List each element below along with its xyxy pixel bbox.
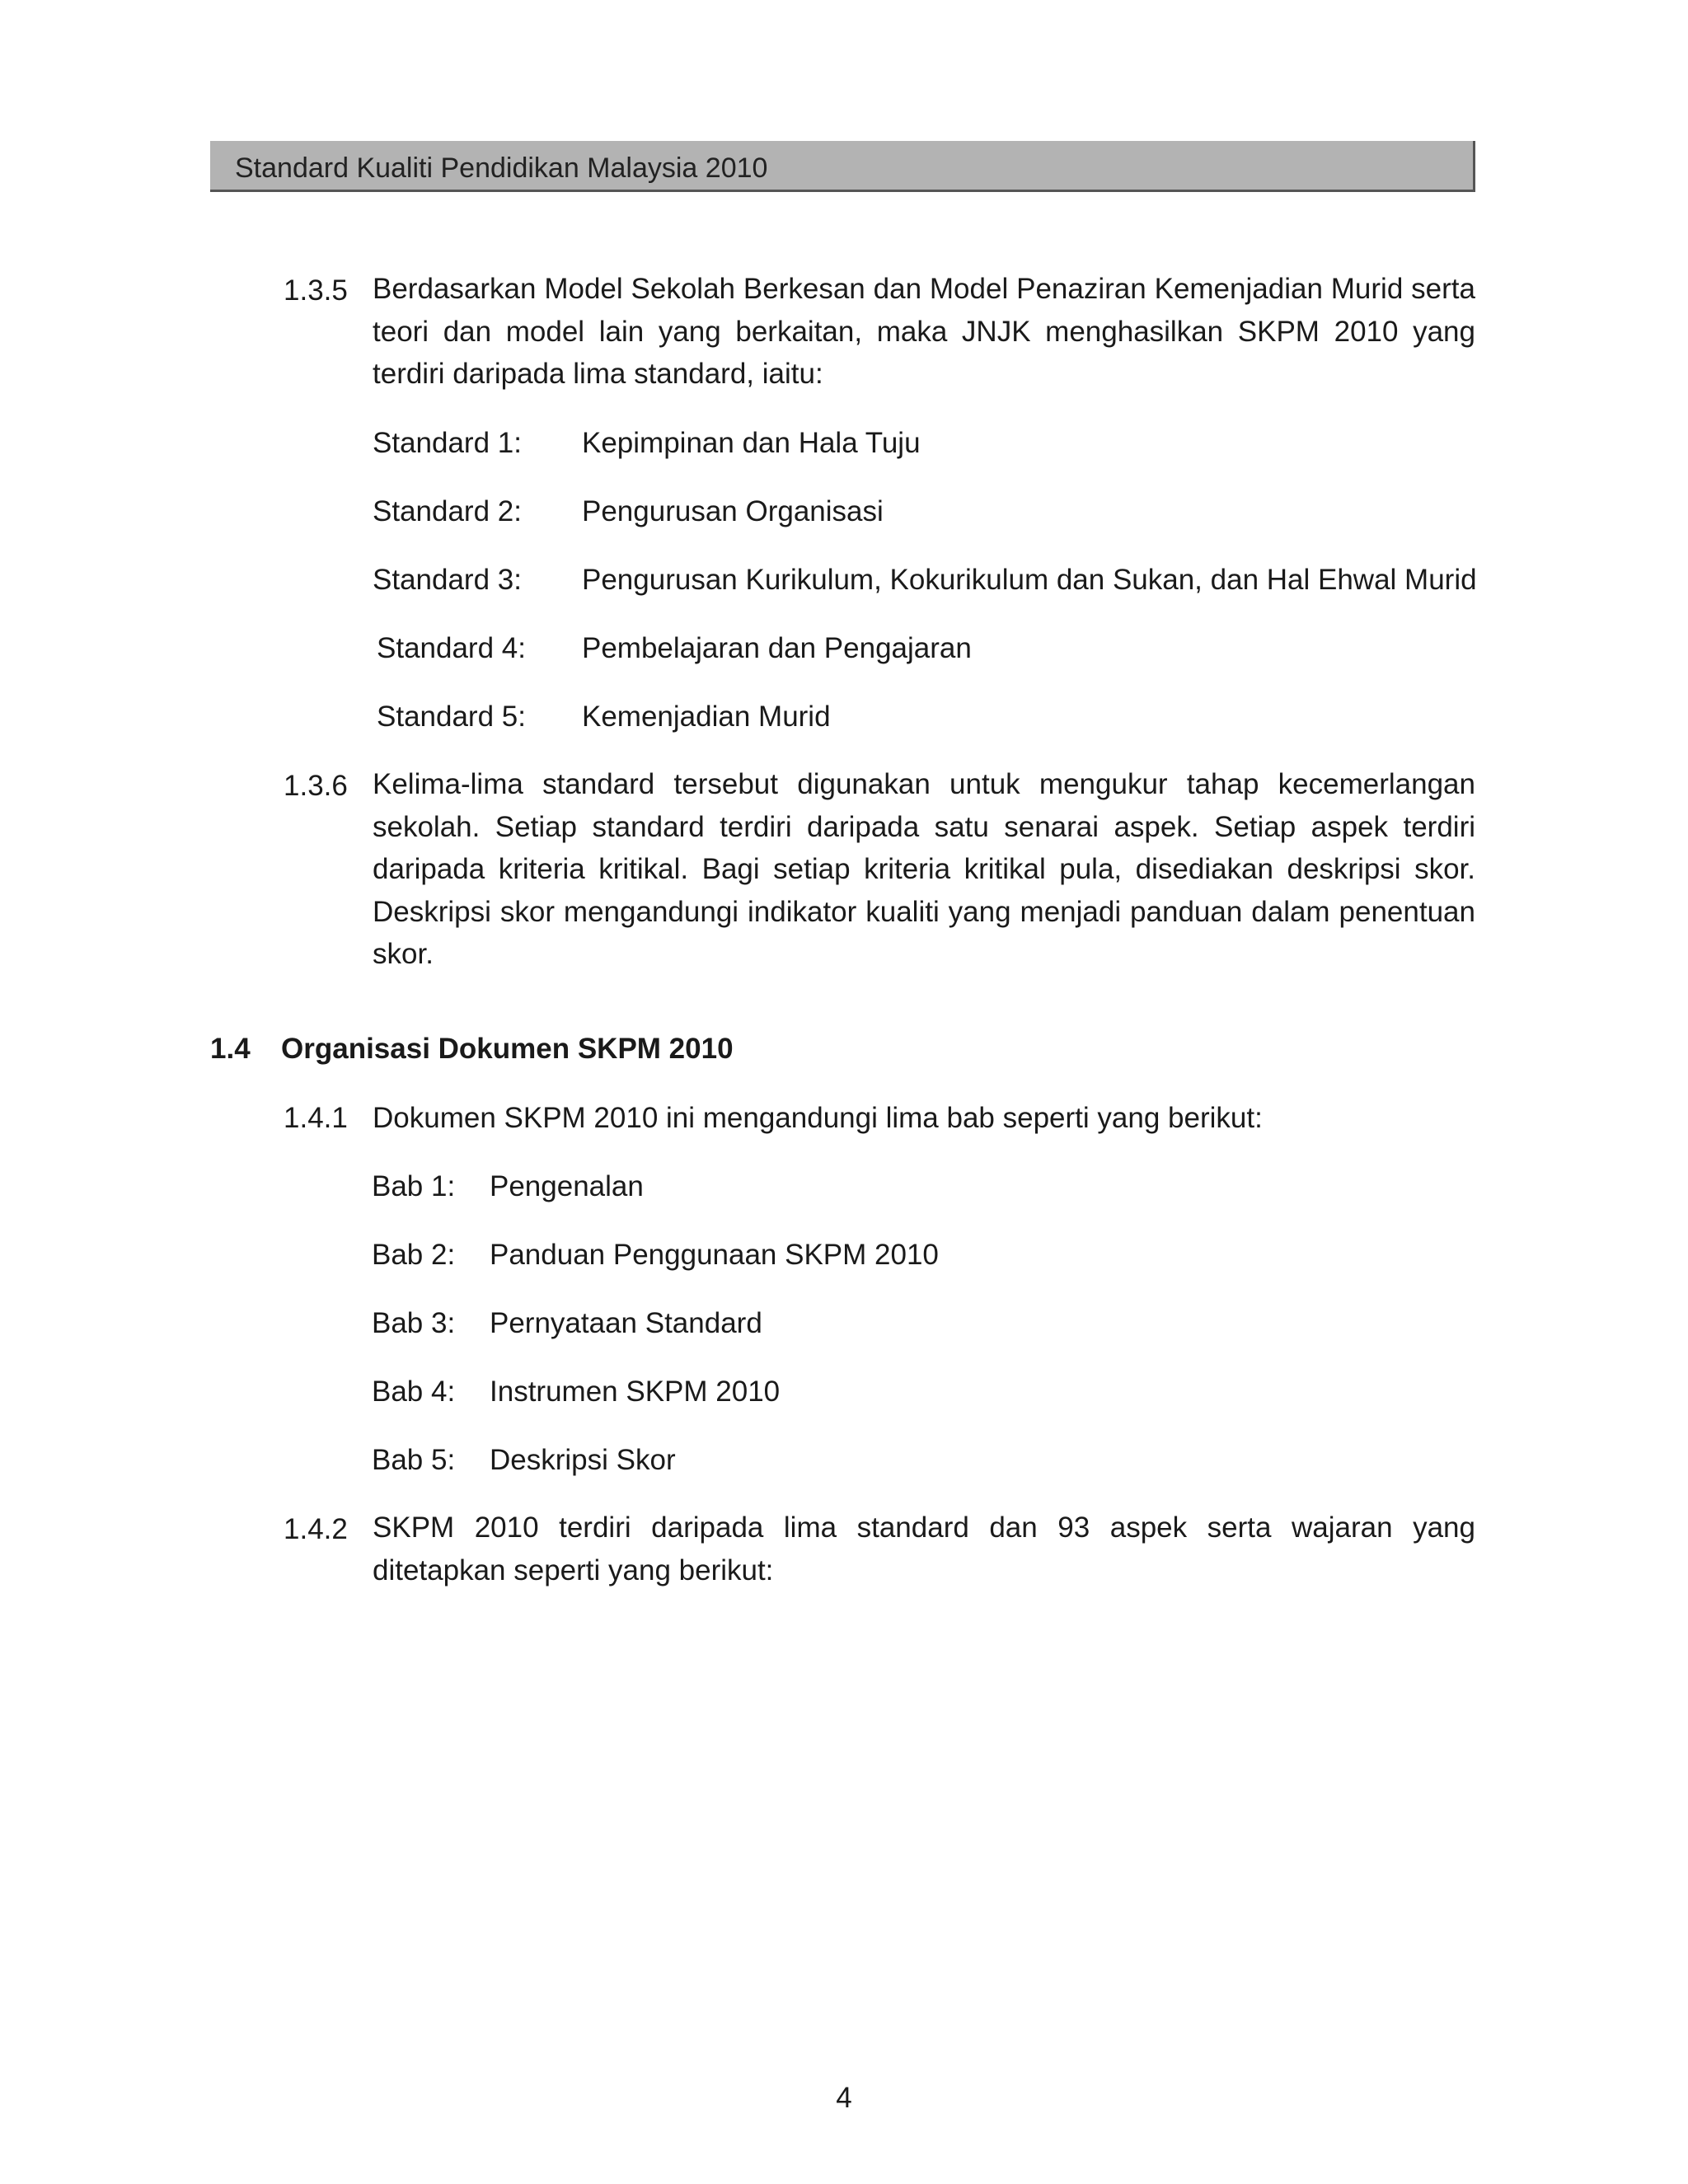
paragraph-1-4-1: Dokumen SKPM 2010 ini mengandungi lima bab seperti yang berikut: <box>373 1102 1263 1134</box>
chapter-label: Bab 1: <box>372 1170 456 1202</box>
paragraph-number-1-4-2: 1.4.2 <box>284 1513 348 1545</box>
standard-label: Standard 3: <box>373 564 522 596</box>
standard-name: Pengurusan Kurikulum, Kokurikulum dan Sukan, dan Hal Ehwal Murid <box>582 564 1477 596</box>
standard-name: Kepimpinan dan Hala Tuju <box>582 427 921 459</box>
running-header <box>210 141 1475 192</box>
section-number-1-4: 1.4 <box>210 1033 251 1065</box>
standard-label: Standard 5: <box>377 701 526 733</box>
paragraph-number-1-4-1: 1.4.1 <box>284 1102 348 1134</box>
chapter-name: Deskripsi Skor <box>490 1444 676 1476</box>
standard-label: Standard 1: <box>373 427 522 459</box>
paragraph-number-1-3-5: 1.3.5 <box>284 274 348 307</box>
chapter-name: Pernyataan Standard <box>490 1307 762 1339</box>
standard-name: Pengurusan Organisasi <box>582 495 884 527</box>
chapter-name: Instrumen SKPM 2010 <box>490 1376 781 1408</box>
standard-name: Kemenjadian Murid <box>582 701 831 733</box>
standard-label: Standard 4: <box>377 632 526 664</box>
standard-label: Standard 2: <box>373 495 522 527</box>
paragraph-1-4-2: SKPM 2010 terdiri daripada lima standard dan 93 aspek serta wajaran yang ditetapkan seperti yang berikut: <box>373 1511 1475 1586</box>
chapter-name: Panduan Penggunaan SKPM 2010 <box>490 1239 939 1271</box>
paragraph-number-1-3-6: 1.3.6 <box>284 770 348 802</box>
page-number: 4 <box>836 2082 852 2114</box>
chapter-label: Bab 4: <box>372 1376 456 1408</box>
chapter-label: Bab 3: <box>372 1307 456 1339</box>
section-title-1-4: Organisasi Dokumen SKPM 2010 <box>281 1033 734 1065</box>
paragraph-1-3-5: Berdasarkan Model Sekolah Berkesan dan Model Penaziran Kemenjadian Murid serta teori dan model lain yang berkaitan, maka JNJK menghasilkan SKPM 2010 yang terdiri daripada lima standard, iaitu: <box>373 273 1475 390</box>
chapter-label: Bab 2: <box>372 1239 456 1271</box>
standard-name: Pembelajaran dan Pengajaran <box>582 632 972 664</box>
chapter-name: Pengenalan <box>490 1170 644 1202</box>
paragraph-1-3-6: Kelima-lima standard tersebut digunakan untuk mengukur tahap kecemerlangan sekolah. Setiap standard terdiri daripada satu senarai aspek. Setiap aspek terdiri daripada kriteria kritikal. Bagi setiap kriteria kritikal pula, disediakan deskripsi skor. Deskripsi skor mengandungi indikator kualiti yang menjadi panduan dalam penentuan skor. <box>373 768 1475 970</box>
chapter-label: Bab 5: <box>372 1444 456 1476</box>
header-title: Standard Kualiti Pendidikan Malaysia 2010 <box>235 152 768 184</box>
